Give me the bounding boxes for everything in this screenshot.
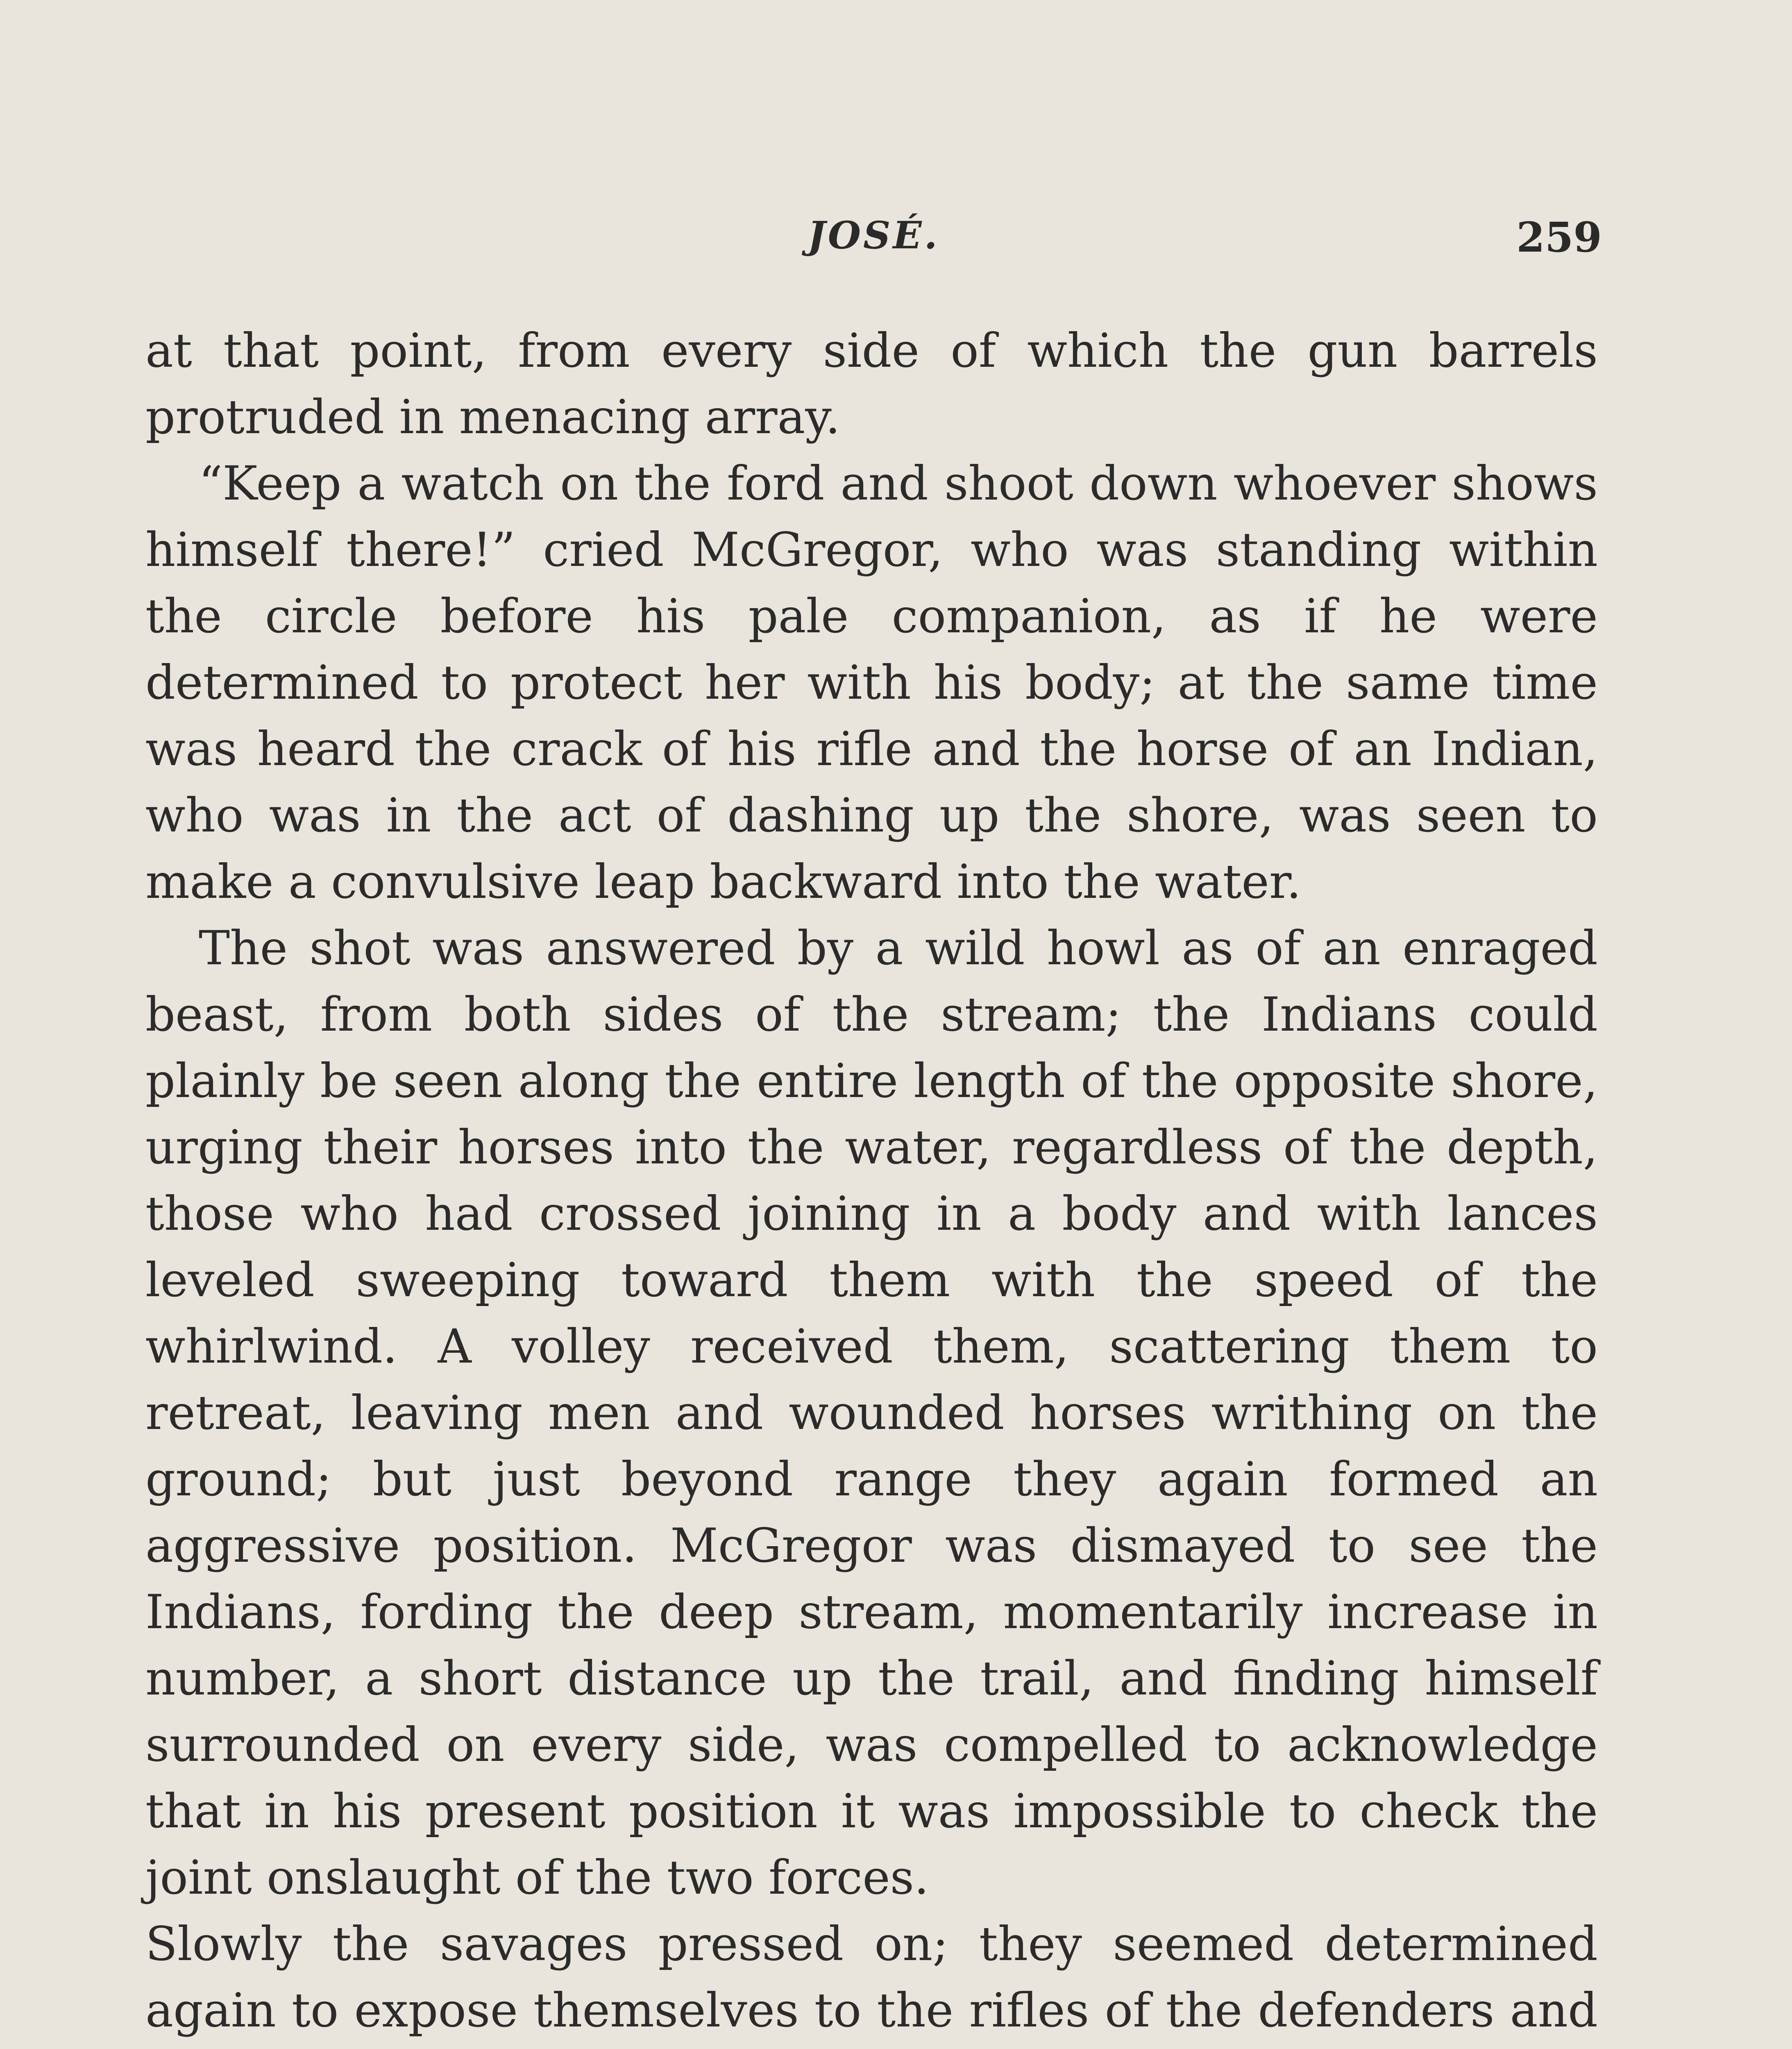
page-header xyxy=(145,213,1602,279)
paragraph-4: Slowly the savages pressed on; they seemed determined again to expose themselves to the rifles of the defenders and xyxy=(145,1917,1598,2038)
paragraph-3: The shot was answered by a wild howl as of an enraged beast, from both sides of the stream; the Indians could plainly be seen along the entire length of the opposite shore, urging their horses into the water, regardless of the depth, those who had crossed joining in a body and with lances leveled sweeping toward them with the speed of the whirlwind. A volley received them, scattering them to retreat, leaving men and wounded horses writhing on the ground; but just beyond range they again formed an aggressive position. McGregor was dismayed to see the Indians, fording the deep stream, momentarily increase in number, a short distance up the trail, and finding himself surrounded on every side, was compelled to acknowledge that in his present position it was impossible to check the joint onslaught of the two forces. xyxy=(145,921,1598,1905)
body-text xyxy=(145,318,1598,2049)
paragraph-1: at that point, from every side of which the gun barrels protruded in menacing array. xyxy=(145,323,1598,444)
page-number: 259 xyxy=(1516,213,1602,261)
paragraph-2: “Keep a watch on the ford and shoot down whoever shows himself there!” cried McGregor, who was standing within the circle before his pale companion, as if he were determined to protect her with his body; at the same time was heard the crack of his rifle and the horse of an Indian, who was in the act of dashing up the shore, was seen to make a convulsive leap backward into the water. xyxy=(145,456,1598,909)
running-title: JOSÉ. xyxy=(808,213,940,257)
